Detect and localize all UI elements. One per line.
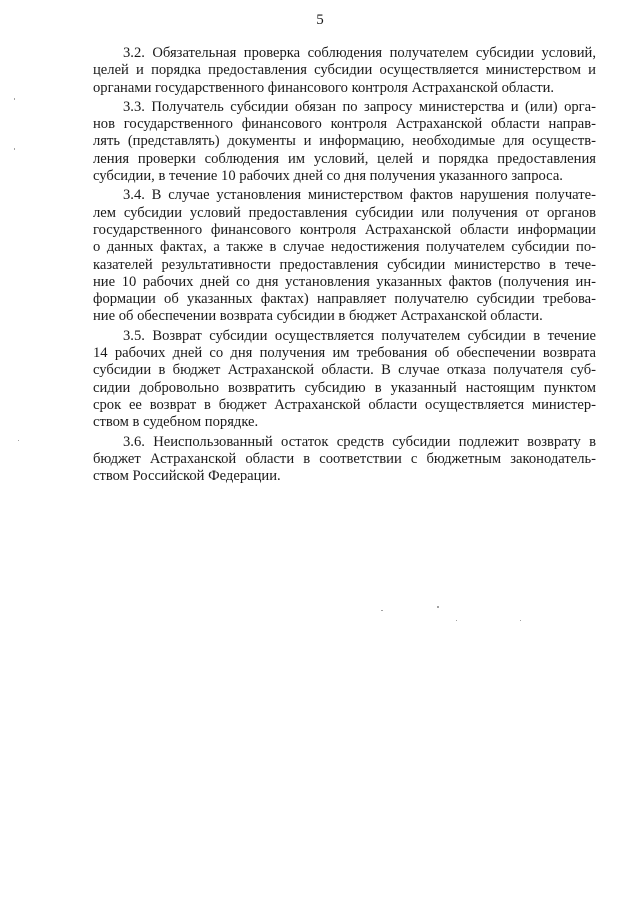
paragraph-3-4 [93, 187, 596, 325]
text-line: о данных фактах, а также в случае недостижения получателем субсидии по- [93, 239, 596, 256]
text-line: 14 рабочих дней со дня получения им требования об обеспечении возврата [93, 345, 596, 362]
scan-speck [18, 440, 19, 441]
text-line: 3.5. Возврат субсидии осуществляется получателем субсидии в течение [123, 327, 596, 344]
text-line: субсидии в бюджет Астраханской области. В случае отказа получателя суб- [93, 362, 596, 379]
text-line: ством в судебном порядке. [93, 414, 259, 431]
paragraph-3-5 [93, 328, 596, 432]
text-line: ления проверки соблюдения им условий, целей и порядка предоставления [93, 150, 596, 167]
scan-speck [14, 98, 15, 100]
text-line: ние об обеспечении возврата субсидии в бюджет Астраханской области. [93, 308, 543, 325]
scan-speck [520, 620, 521, 621]
page-number: 5 [316, 12, 324, 28]
scan-speck [437, 606, 439, 608]
text-line: государственного финансового контроля Астраханской области информации [93, 221, 596, 238]
text-line: сидии добровольно возвратить субсидию в указанный настоящим пунктом [93, 379, 596, 396]
text-line: целей и порядка предоставления субсидии осуществляется министерством и [93, 62, 596, 79]
text-line: 3.3. Получатель субсидии обязан по запросу министерства и (или) орга- [123, 98, 596, 115]
text-line: 3.4. В случае установления министерством фактов нарушения получате- [123, 187, 596, 204]
document-body [93, 45, 596, 485]
text-line: формации об указанных фактах) направляет получателю субсидии требова- [93, 291, 596, 308]
scan-speck [14, 148, 15, 150]
scan-speck [456, 620, 457, 621]
text-line: лем субсидии условий предоставления субсидии или получения от органов [93, 204, 596, 221]
text-line: 3.2. Обязательная проверка соблюдения получателем субсидии условий, [123, 45, 596, 61]
text-line: органами государственного финансового контроля Астраханской области. [93, 79, 555, 96]
paragraph-3-3 [93, 99, 596, 185]
paragraph-3-2 [93, 45, 596, 97]
text-line: ством Российской Федерации. [93, 468, 281, 485]
text-line: казателей результативности предоставления субсидии министерство в тече- [93, 256, 596, 273]
text-line: лять (представлять) документы и информацию, необходимые для осуществ- [93, 133, 596, 150]
text-line: 3.6. Неиспользованный остаток средств субсидии подлежит возврату в [123, 433, 596, 450]
text-line: бюджет Астраханской области в соответствии с бюджетным законодатель- [93, 450, 596, 467]
scan-speck [381, 610, 383, 611]
text-line: срок ее возврат в бюджет Астраханской области осуществляется министер- [93, 396, 596, 413]
text-line: ние 10 рабочих дней со дня установления указанных фактов (получения ин- [93, 273, 596, 290]
text-line: нов государственного финансового контроля Астраханской области направ- [93, 116, 596, 133]
text-line: субсидии, в течение 10 рабочих дней со дня получения указанного запроса. [93, 168, 563, 185]
paragraph-3-6 [93, 434, 596, 486]
